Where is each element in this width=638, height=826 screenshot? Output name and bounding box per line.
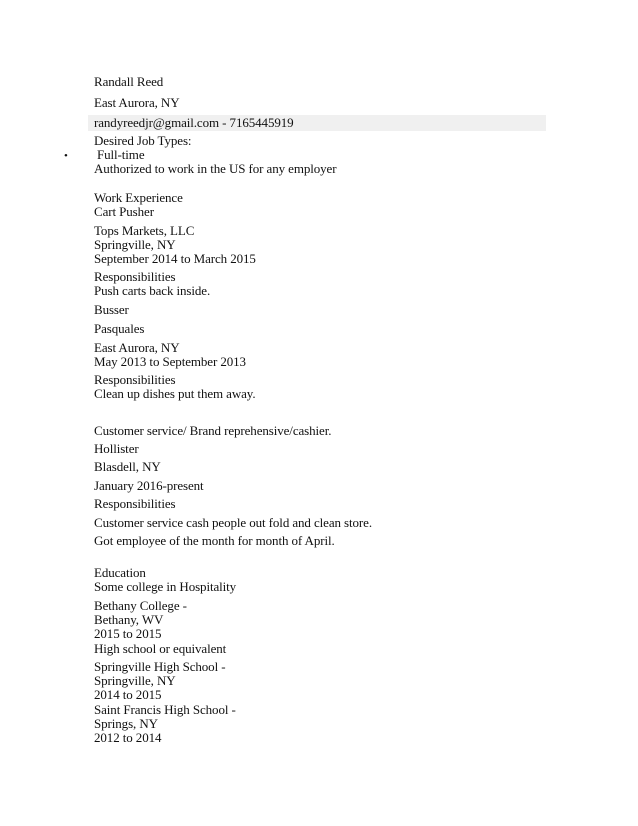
job-dates: January 2016-present bbox=[94, 478, 204, 493]
job-detail: Got employee of the month for month of April. bbox=[94, 533, 335, 548]
desired-job-types-label: Desired Job Types: bbox=[94, 133, 192, 148]
job-type-fulltime: Full-time bbox=[97, 147, 145, 162]
education-location: Springs, NY bbox=[94, 716, 158, 731]
job-title: Cart Pusher bbox=[94, 204, 154, 219]
job-dates: September 2014 to March 2015 bbox=[94, 251, 256, 266]
education-heading: Education bbox=[94, 565, 146, 580]
education-school: Saint Francis High School - bbox=[94, 702, 236, 717]
contact-info: randyreedjr@gmail.com - 7165445919 bbox=[94, 115, 294, 130]
education-dates: 2014 to 2015 bbox=[94, 687, 162, 702]
job-company: Hollister bbox=[94, 441, 139, 456]
education-dates: 2012 to 2014 bbox=[94, 730, 162, 745]
education-dates: 2015 to 2015 bbox=[94, 626, 162, 641]
job-location: East Aurora, NY bbox=[94, 340, 180, 355]
education-degree: Some college in Hospitality bbox=[94, 579, 237, 594]
education-school: Springville High School - bbox=[94, 659, 226, 674]
bullet-icon: • bbox=[64, 150, 68, 162]
job-responsibilities-label: Responsibilities bbox=[94, 269, 176, 284]
work-experience-heading: Work Experience bbox=[94, 190, 183, 205]
job-title: Customer service/ Brand reprehensive/cashier. bbox=[94, 423, 332, 438]
job-responsibilities-label: Responsibilities bbox=[94, 372, 176, 387]
education-school: Bethany College - bbox=[94, 598, 187, 613]
job-company: Tops Markets, LLC bbox=[94, 223, 195, 238]
candidate-location: East Aurora, NY bbox=[94, 95, 180, 110]
job-title: Busser bbox=[94, 302, 129, 317]
job-company: Pasquales bbox=[94, 321, 145, 336]
work-authorization: Authorized to work in the US for any employer bbox=[94, 161, 337, 176]
job-detail: Push carts back inside. bbox=[94, 283, 211, 298]
education-location: Bethany, WV bbox=[94, 612, 164, 627]
job-detail: Clean up dishes put them away. bbox=[94, 386, 256, 401]
job-location: Springville, NY bbox=[94, 237, 176, 252]
job-location: Blasdell, NY bbox=[94, 459, 161, 474]
education-degree: High school or equivalent bbox=[94, 641, 227, 656]
job-dates: May 2013 to September 2013 bbox=[94, 354, 246, 369]
candidate-name: Randall Reed bbox=[94, 74, 164, 89]
education-location: Springville, NY bbox=[94, 673, 176, 688]
job-responsibilities-label: Responsibilities bbox=[94, 496, 176, 511]
job-detail: Customer service cash people out fold and clean store. bbox=[94, 515, 372, 530]
